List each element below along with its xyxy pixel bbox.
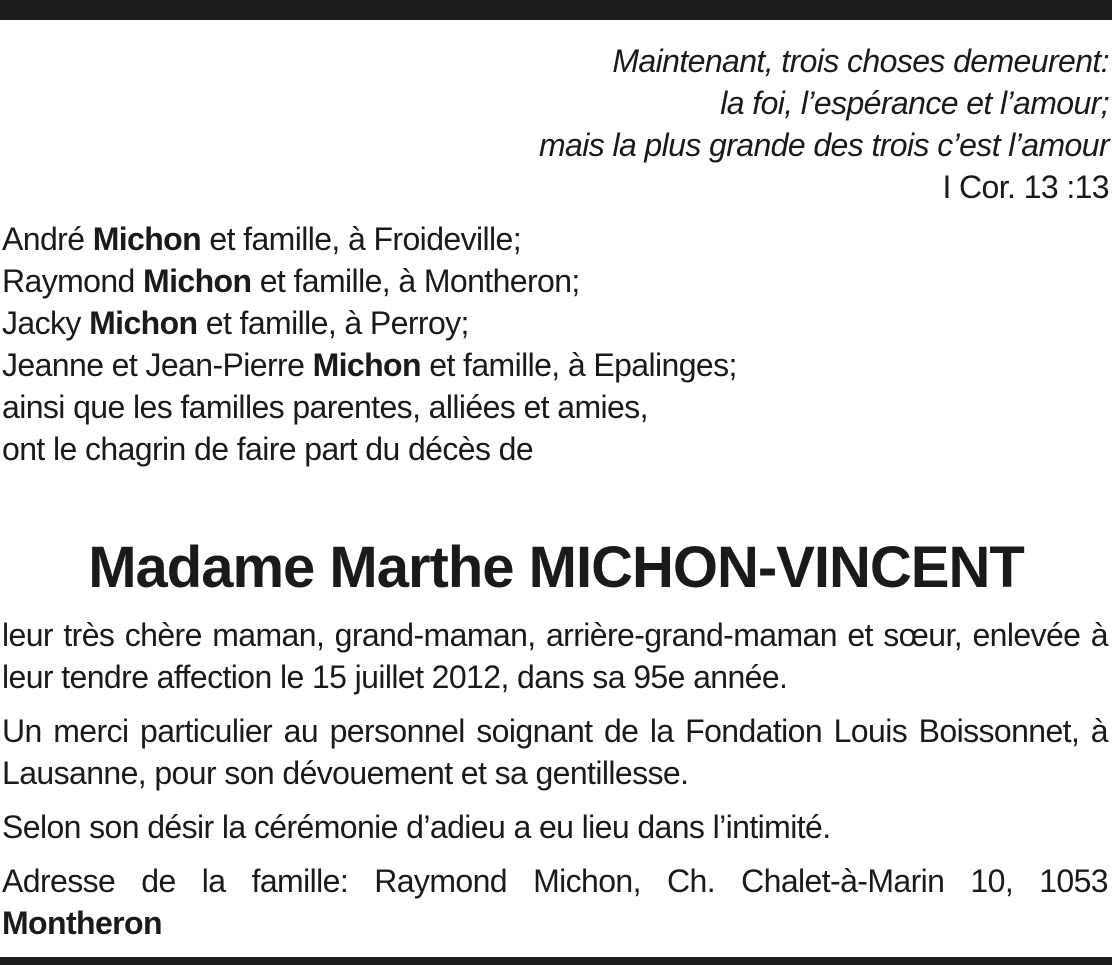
family-first-name: André xyxy=(2,221,93,257)
family-surname: Michon xyxy=(89,305,198,341)
family-location: et famille, à Froideville; xyxy=(201,221,522,257)
family-first-name: Jacky xyxy=(2,305,90,341)
family-location: et famille, à Montheron; xyxy=(251,263,580,299)
epigraph-line: mais la plus grande des trois c’est l’amour xyxy=(538,127,1109,163)
thanks-paragraph: Un merci particulier au personnel soignant de la Fondation Louis Boissonnet, à Lausanne, pour son dévouement et sa gentillesse. xyxy=(2,713,1108,791)
family-surname: Michon xyxy=(312,347,421,383)
epigraph-line: Maintenant, trois choses demeurent: xyxy=(612,43,1109,79)
family-line xyxy=(2,218,1102,260)
family-location: et famille, à Perroy; xyxy=(197,305,469,341)
family-first-name: Jeanne et Jean-Pierre xyxy=(2,347,313,383)
address-text: Adresse de la famille: Raymond Michon, Ch. Chalet-à-Marin 10, 1053 xyxy=(2,863,1108,899)
family-surname: Michon xyxy=(143,263,252,299)
tribute-paragraph: leur très chère maman, grand-maman, arrière-grand-maman et sœur, enlevée à leur tendre affection le 15 juillet 2012, dans sa 95e année. xyxy=(2,617,1108,695)
epigraph-line: la foi, l’espérance et l’amour; xyxy=(720,85,1109,121)
top-rule xyxy=(0,0,1112,20)
family-list xyxy=(2,218,1102,470)
address-locality: Montheron xyxy=(2,905,162,941)
address-paragraph xyxy=(2,860,1108,944)
family-closing-line: ainsi que les familles parentes, alliées et amies, xyxy=(2,389,648,425)
epigraph xyxy=(349,40,1109,208)
family-surname: Michon xyxy=(92,221,202,257)
epigraph-reference: I Cor. 13 :13 xyxy=(942,169,1109,205)
deceased-name: Madame Marthe MICHON-VINCENT xyxy=(88,535,1024,600)
family-line xyxy=(2,344,1102,386)
family-line xyxy=(2,260,1102,302)
family-line xyxy=(2,302,1102,344)
family-first-name: Raymond xyxy=(2,263,144,299)
family-closing-line: ont le chagrin de faire part du décès de xyxy=(2,431,534,467)
family-location: et famille, à Epalinges; xyxy=(420,347,737,383)
bottom-rule xyxy=(0,957,1112,965)
ceremony-paragraph: Selon son désir la cérémonie d’adieu a eu lieu dans l’intimité. xyxy=(2,809,831,845)
